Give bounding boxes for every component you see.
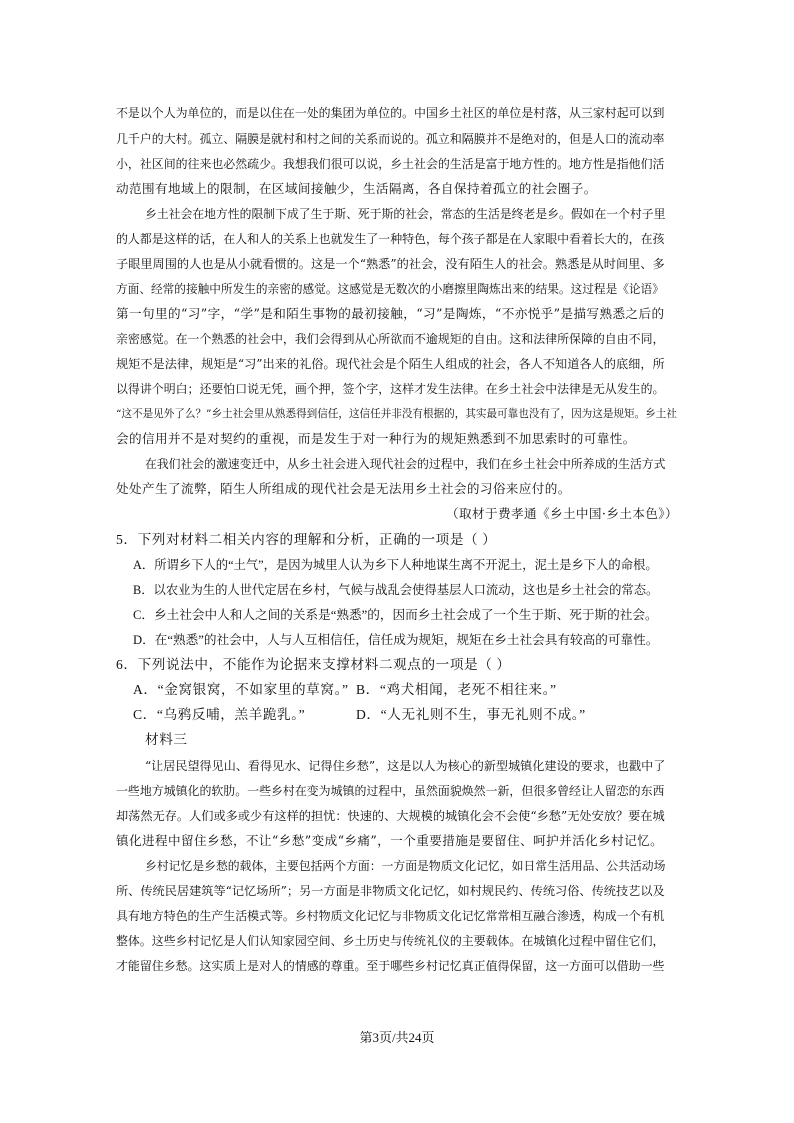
paragraph-line: 乡村记忆是乡愁的载体，主要包括两个方面：一方面是物质文化记忆，如日常生活用品、公共活动场 [145, 859, 666, 873]
paragraph-line: 具有地方特色的生产生活模式等。乡村物质文化记忆与非物质文化记忆常常相互融合渗透，构成一个有机 [116, 909, 665, 923]
paragraph-line: “这不是见外了么？”乡土社会里从熟悉得到信任，这信任并非没有根据的，其实最可靠也没有了，因为这是规矩。乡土社 [116, 408, 677, 420]
question-6-option-b: B．“鸡犬相闻，老死不相往来。” [356, 682, 557, 697]
paragraph-line: 方面、经常的接触中所发生的亲密的感觉。这感觉是无数次的小磨擦里陶炼出来的结果。这过程是《论语》 [116, 282, 664, 296]
question-5-option-a: A．所谓乡下人的“土气”，是因为城里人认为乡下人种地谋生离不开泥土，泥土是乡下人的命根。 [133, 558, 658, 572]
question-6-option-c: C．“乌鸦反哺，羔羊跪乳。” [133, 707, 306, 722]
paragraph-line: 一些地方城镇化的软肋。一些乡村在变为城镇的过程中，虽然面貌焕然一新，但很多曾经让人留恋的东西 [116, 784, 665, 798]
question-6-option-d: D．“人无礼则不生，事无礼则不成。” [356, 707, 586, 722]
question-6-stem: 6．下列说法中，不能作为论据来支撑材料二观点的一项是（ ） [116, 657, 511, 672]
paragraph-line: 会的信用并不是对契约的重视，而是发生于对一种行为的规矩熟悉到不加思索时的可靠性。 [116, 431, 636, 446]
paragraph-line: 所、传统民居建筑等“记忆场所”；另一方面是非物质文化记忆，如村规民约、传统习俗、传统技艺以及 [116, 884, 665, 898]
paragraph-line: 不是以个人为单位的，而是以住在一处的集团为单位的。中国乡土社区的单位是村落，从三家村起可以到 [116, 106, 665, 120]
question-5-option-c: C．乡土社会中人和人之间的关系是“熟悉”的，因而乡土社会成了一个生于斯、死于斯的社会。 [133, 608, 658, 622]
paragraph-line: 乡土社会在地方性的限制下成了生于斯、死于斯的社会，常态的生活是终老是乡。假如在一个村子里 [145, 207, 666, 221]
paragraph-line: 规矩不是法律，规矩是“习”出来的礼俗。现代社会是个陌生人组成的社会，各人不知道各人的底细，所 [116, 357, 665, 371]
paragraph-line: 以得讲个明白；还要怕口说无凭，画个押，签个字，这样才发生法律。在乡土社会中法律是无从发生的。 [116, 382, 665, 396]
page-number: 第3页/共24页 [359, 1030, 435, 1045]
paragraph-line: 小，社区间的往来也必然疏少。我想我们很可以说，乡土社会的生活是富于地方性的。地方性是指他们活 [116, 157, 665, 171]
paragraph-line: 动范围有地域上的限制，在区域间接触少，生活隔离，各自保持着孤立的社会圈子。 [116, 181, 597, 196]
question-5-stem: 5．下列对材料二相关内容的理解和分析，正确的一项是（ ） [116, 532, 497, 547]
paragraph-line: 在我们社会的激速变迁中，从乡土社会进入现代社会的过程中，我们在乡土社会中所养成的生活方式 [145, 457, 666, 471]
paragraph-line: 却荡然无存。人们或多或少有这样的担忧：快速的、大规模的城镇化会不会使“乡愁”无处安放？要在城 [116, 809, 665, 823]
paragraph-line: 子眼里周围的人也是从小就看惯的。这是一个“熟悉”的社会，没有陌生人的社会。熟悉是从时间里、多 [116, 257, 665, 271]
question-5-option-b: B．以农业为生的人世代定居在乡村，气候与战乱会使得基层人口流动，这也是乡土社会的常态。 [133, 583, 659, 597]
paragraph-line: “让居民望得见山、看得见水、记得住乡愁”，这是以人为核心的新型城镇化建设的要求，也戳中了 [145, 759, 666, 773]
paragraph-line: 整体。这些乡村记忆是人们认知家园空间、乡土历史与传统礼仪的主要载体。在城镇化过程中留住它们， [116, 934, 665, 948]
source-citation: （取材于费孝通《乡土中国·乡土本色》） [446, 506, 678, 521]
paragraph-line: 几千户的大村。孤立、隔膜是就村和村之间的关系而说的。孤立和隔膜并不是绝对的，但是人口的流动率 [116, 132, 665, 146]
paragraph-line: 亲密感觉。在一个熟悉的社会中，我们会得到从心所欲而不逾规矩的自由。这和法律所保障的自由不同， [116, 332, 665, 346]
question-5-option-d: D．在“熟悉”的社会中，人与人互相信任，信任成为规矩，规矩在乡土社会具有较高的可靠性。 [133, 633, 659, 647]
paragraph-line: 才能留住乡愁。这实质上是对人的情感的尊重。至于哪些乡村记忆真正值得保留，这一方面可以借助一些 [116, 959, 665, 973]
paragraph-line: 的人都是这样的话，在人和人的关系上也就发生了一种特色，每个孩子都是在人家眼中看着长大的，在孩 [116, 232, 665, 246]
question-6-option-a: A．“金窝银窝，不如家里的草窝。” [133, 682, 349, 697]
material-3-heading: 材料三 [145, 732, 188, 747]
paragraph-line: 镇化进程中留住乡愁，不让“乡愁”变成“乡痛”，一个重要措施是要留住、呵护并活化乡村记忆。 [116, 833, 664, 848]
paragraph-line: 处处产生了流弊，陌生人所组成的现代社会是无法用乡土社会的习俗来应付的。 [116, 481, 571, 496]
paragraph-line: 第一句里的“习”字，“学”是和陌生事物的最初接触，“习”是陶炼，“不亦悦乎”是描写熟悉之后的 [116, 306, 665, 321]
